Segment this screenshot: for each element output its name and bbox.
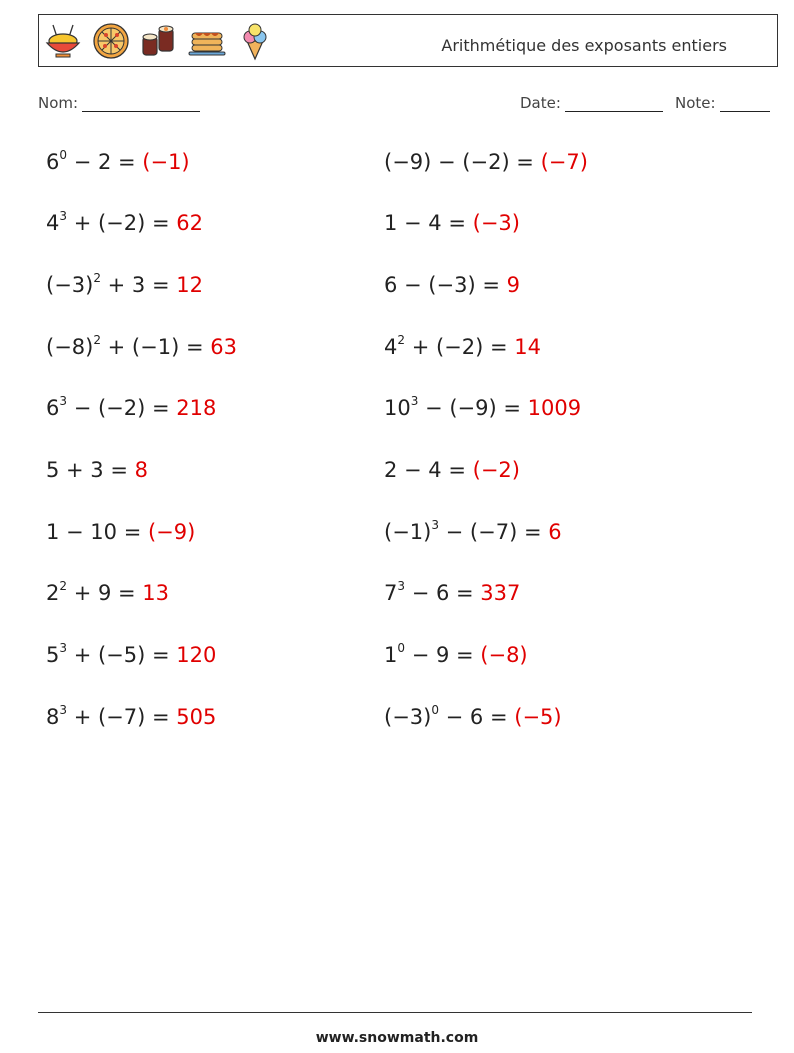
exercise-left-10 — [46, 705, 216, 729]
exercise-right-6 — [384, 458, 520, 482]
exercise-answer: 63 — [210, 335, 237, 359]
fruit-bowl-icon — [43, 21, 83, 61]
exercise-left-8 — [46, 581, 169, 605]
exercise-answer: (−2) — [472, 458, 520, 482]
exercise-rest: − (−7) = — [438, 520, 549, 544]
exercise-left-1 — [46, 150, 190, 174]
exercise-term: (−3) — [46, 273, 94, 297]
exercise-rest: + (−1) = — [100, 335, 211, 359]
exercise-rest: − 6 = — [438, 705, 515, 729]
name-blank-line[interactable] — [82, 97, 200, 112]
exercise-rest: − 2 = — [67, 150, 143, 174]
exercise-rest: + 9 = — [67, 581, 143, 605]
exercise-answer: (−8) — [480, 643, 528, 667]
exercise-answer: 1009 — [527, 396, 582, 420]
exercise-term: 8 — [46, 705, 60, 729]
exercise-term: 6 — [46, 396, 60, 420]
exercise-term: 2 − 4 = — [384, 458, 473, 482]
name-label: Nom: — [38, 94, 79, 112]
exercise-term: 6 — [46, 150, 60, 174]
exercise-term: (−1) — [384, 520, 432, 544]
exercise-term: (−9) − (−2) = — [384, 150, 541, 174]
exercise-exponent: 3 — [431, 518, 439, 532]
exercise-answer: 62 — [176, 211, 203, 235]
exercise-left-2 — [46, 211, 203, 235]
ice-cream-cone-icon — [235, 21, 275, 61]
pancake-stack-icon — [187, 21, 227, 61]
exercise-answer: 120 — [176, 643, 217, 667]
exercise-answer: 13 — [142, 581, 170, 605]
exercise-term: (−8) — [46, 335, 94, 359]
exercise-exponent: 2 — [397, 333, 406, 347]
exercise-term: 1 — [384, 643, 398, 667]
note-label: Note: — [675, 94, 716, 112]
exercise-exponent: 3 — [59, 641, 68, 655]
exercise-exponent: 3 — [59, 703, 68, 717]
exercise-rest: + 3 = — [100, 273, 177, 297]
exercise-term: 1 − 10 = — [46, 520, 148, 544]
exercise-exponent: 2 — [93, 271, 101, 285]
exercise-term: 5 + 3 = — [46, 458, 135, 482]
exercise-exponent: 3 — [59, 394, 68, 408]
exercise-answer: 8 — [134, 458, 148, 482]
exercise-right-8 — [384, 581, 520, 605]
exercise-rest: − 9 = — [405, 643, 481, 667]
exercise-rest: − (−2) = — [67, 396, 177, 420]
exercise-right-7 — [384, 520, 562, 544]
exercise-exponent: 0 — [431, 703, 439, 717]
exercise-right-3 — [384, 273, 520, 297]
name-field[interactable] — [38, 94, 200, 112]
exercise-answer: 9 — [506, 273, 520, 297]
exercise-answer: (−3) — [472, 211, 520, 235]
exercise-rest: − (−9) = — [418, 396, 528, 420]
date-field[interactable] — [520, 94, 663, 112]
exercise-right-10 — [384, 705, 562, 729]
exercise-exponent: 3 — [397, 579, 406, 593]
footer-url: www.snowmath.com — [315, 1030, 479, 1046]
exercise-left-7 — [46, 520, 195, 544]
date-label: Date: — [520, 94, 561, 112]
exercise-term: 4 — [46, 211, 60, 235]
exercise-answer: 505 — [176, 705, 217, 729]
exercise-exponent: 3 — [410, 394, 419, 408]
exercise-term: 5 — [46, 643, 60, 667]
exercise-right-4 — [384, 335, 541, 359]
exercise-right-5 — [384, 396, 581, 420]
exercise-answer: (−1) — [142, 150, 190, 174]
exercise-exponent: 3 — [59, 209, 68, 223]
exercise-left-3 — [46, 273, 203, 297]
exercise-answer: (−5) — [514, 705, 562, 729]
exercise-answer: 6 — [548, 520, 562, 544]
exercise-term: 1 − 4 = — [384, 211, 473, 235]
exercise-rest: − 6 = — [405, 581, 481, 605]
exercise-right-9 — [384, 643, 528, 667]
exercise-answer: (−9) — [147, 520, 196, 544]
header-icons — [43, 21, 275, 61]
exercise-exponent: 0 — [397, 641, 406, 655]
exercise-term: 7 — [384, 581, 398, 605]
exercise-left-4 — [46, 335, 237, 359]
exercise-exponent: 2 — [59, 579, 68, 593]
note-blank-line[interactable] — [720, 97, 770, 112]
exercise-answer: (−7) — [540, 150, 588, 174]
footer-divider — [38, 1012, 752, 1013]
exercise-term: 6 − (−3) = — [384, 273, 507, 297]
exercise-left-9 — [46, 643, 216, 667]
exercise-rest: + (−2) = — [67, 211, 177, 235]
exercise-answer: 12 — [176, 273, 203, 297]
exercise-term: 2 — [46, 581, 60, 605]
exercise-rest: + (−5) = — [67, 643, 177, 667]
exercise-term: 4 — [384, 335, 398, 359]
exercise-rest: + (−7) = — [67, 705, 177, 729]
exercise-answer: 218 — [176, 396, 217, 420]
worksheet-title: Arithmétique des exposants entiers — [441, 36, 727, 55]
date-blank-line[interactable] — [565, 97, 663, 112]
worksheet-header — [38, 14, 778, 67]
note-field[interactable] — [675, 94, 770, 112]
exercise-answer: 337 — [480, 581, 521, 605]
sushi-rolls-icon — [139, 21, 179, 61]
exercise-term: 10 — [384, 396, 411, 420]
exercise-term: (−3) — [384, 705, 432, 729]
exercise-left-6 — [46, 458, 148, 482]
exercise-exponent: 0 — [59, 148, 68, 162]
exercise-rest: + (−2) = — [405, 335, 515, 359]
exercise-right-1 — [384, 150, 588, 174]
pizza-icon — [91, 21, 131, 61]
exercise-answer: 14 — [514, 335, 541, 359]
exercise-right-2 — [384, 211, 520, 235]
exercise-left-5 — [46, 396, 216, 420]
exercise-exponent: 2 — [93, 333, 101, 347]
